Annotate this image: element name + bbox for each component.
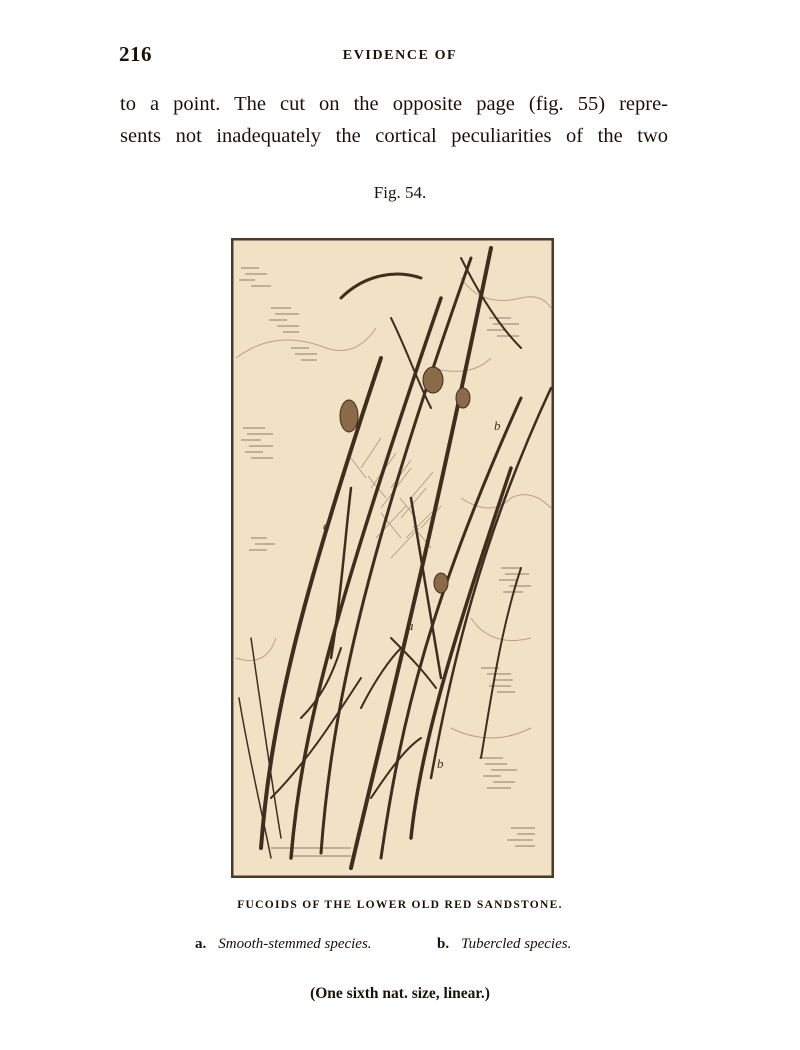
scale-note: (One sixth nat. size, linear.) bbox=[310, 985, 490, 1002]
fucoid-engraving-svg bbox=[231, 238, 554, 878]
figure-caption-title: FUCOIDS OF THE LOWER OLD RED SANDSTONE. bbox=[237, 899, 563, 911]
page-number: 216 bbox=[119, 42, 152, 66]
plate-letter-b: b bbox=[437, 756, 444, 771]
body-paragraph bbox=[120, 88, 668, 152]
plate-letter-b: b bbox=[494, 418, 501, 433]
legend-key: a. bbox=[195, 936, 207, 952]
legend-item-a bbox=[195, 936, 372, 953]
legend-item-b bbox=[437, 936, 571, 953]
legend-desc: Smooth-stemmed species. bbox=[218, 936, 372, 952]
fucoid-engraving bbox=[231, 238, 554, 878]
running-head: EVIDENCE OF bbox=[342, 48, 458, 63]
figure-label: Fig. 54. bbox=[373, 183, 427, 202]
legend-desc: Tubercled species. bbox=[461, 936, 572, 952]
body-line: to a point. The cut on the opposite page (fig. 55) repre- bbox=[120, 93, 668, 115]
plate-letter-a: a bbox=[323, 518, 330, 533]
legend-key: b. bbox=[437, 936, 450, 952]
plate-letter-a: a bbox=[407, 618, 414, 633]
body-line: sents not inadequately the cortical peculiarities of the two bbox=[120, 125, 668, 147]
